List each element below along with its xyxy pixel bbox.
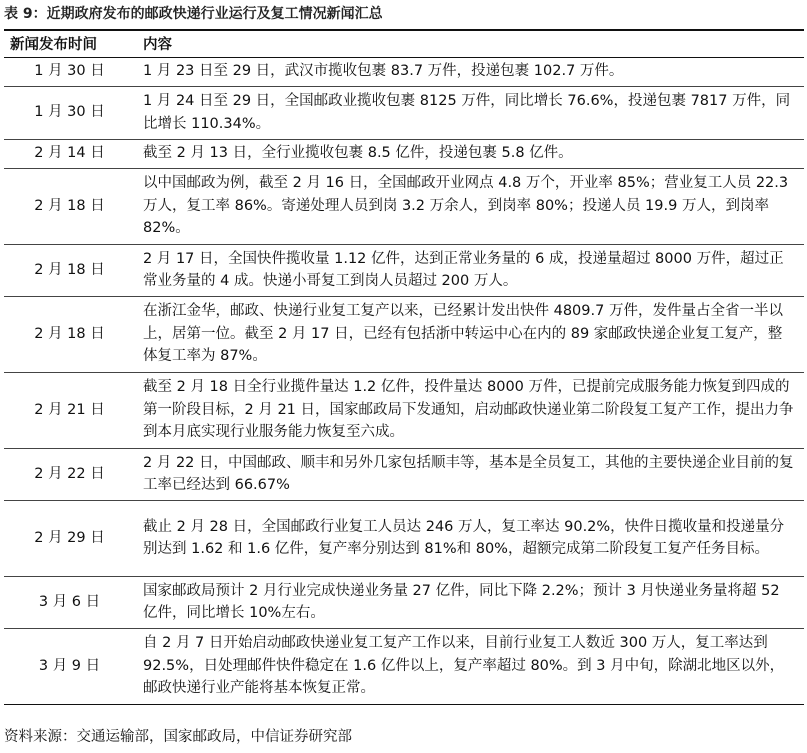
source-note: 资料来源：交通运输部，国家邮政局，中信证券研究部 bbox=[4, 729, 352, 745]
table-row bbox=[4, 628, 804, 704]
row-content: 截至 2 月 18 日全行业揽件量达 1.2 亿件，投件量达 8000 万件，已提前完成服务能力恢复到四成的第一阶段目标，2 月 21 日，国家邮政局下发通知，启动邮政快递业第二阶段复工复产工作，提出力争到本月底实现行业服务能力恢复至六成。 bbox=[135, 372, 804, 448]
row-content: 截至 2 月 13 日，全行业揽收包裹 8.5 亿件，投递包裹 5.8 亿件。 bbox=[135, 139, 804, 168]
table-header-row bbox=[4, 30, 804, 57]
row-content: 1 月 24 日至 29 日，全国邮政业揽收包裹 8125 万件，同比增长 76.6%，投递包裹 7817 万件，同比增长 110.34%。 bbox=[135, 86, 804, 139]
table-caption: 表 9：近期政府发布的邮政快递行业运行及复工情况新闻汇总 bbox=[4, 6, 383, 22]
row-date: 3 月 9 日 bbox=[4, 628, 135, 704]
table-row bbox=[4, 86, 804, 139]
header-content: 内容 bbox=[135, 30, 804, 57]
row-date: 2 月 14 日 bbox=[4, 139, 135, 168]
row-date: 3 月 6 日 bbox=[4, 576, 135, 628]
table-row bbox=[4, 244, 804, 296]
header-date: 新闻发布时间 bbox=[4, 30, 135, 57]
row-date: 2 月 18 日 bbox=[4, 244, 135, 296]
row-content: 在浙江金华，邮政、快递行业复工复产以来，已经累计发出快件 4809.7 万件，发件量占全省一半以上，居第一位。截至 2 月 17 日，已经有包括浙中转运中心在内的 89 家邮政快递企业复工复产，整体复工率为 87%。 bbox=[135, 296, 804, 372]
table-row bbox=[4, 168, 804, 244]
table-row bbox=[4, 139, 804, 168]
row-date: 2 月 21 日 bbox=[4, 372, 135, 448]
row-content: 截止 2 月 28 日，全国邮政行业复工人员达 246 万人，复工率达 90.2%，快件日揽收量和投递量分别达到 1.62 和 1.6 亿件，复产率分别达到 81%和 80%，超额完成第二阶段复工复产任务目标。 bbox=[135, 500, 804, 576]
table-row bbox=[4, 296, 804, 372]
row-content: 国家邮政局预计 2 月行业完成快递业务量 27 亿件，同比下降 2.2%；预计 3 月快递业务量将超 52 亿件，同比增长 10%左右。 bbox=[135, 576, 804, 628]
row-content: 以中国邮政为例，截至 2 月 16 日，全国邮政开业网点 4.8 万个，开业率 85%；营业复工人员 22.3 万人，复工率 86%。寄递处理人员到岗 3.2 万余人，到岗率 80%；投递人员 19.9 万人，到岗率 82%。 bbox=[135, 168, 804, 244]
table-row bbox=[4, 57, 804, 86]
table-row bbox=[4, 372, 804, 448]
row-date: 2 月 18 日 bbox=[4, 296, 135, 372]
table-row bbox=[4, 576, 804, 628]
row-content: 2 月 22 日，中国邮政、顺丰和另外几家包括顺丰等，基本是全员复工，其他的主要快递企业目前的复工率已经达到 66.67% bbox=[135, 448, 804, 500]
news-table bbox=[4, 29, 804, 705]
row-content: 自 2 月 7 日开始启动邮政快递业复工复产工作以来，目前行业复工人数近 300 万人，复工率达到 92.5%，日处理邮件快件稳定在 1.6 亿件以上，复产率超过 80%。到 3 月中旬，除湖北地区以外，邮政快递行业产能将基本恢复正常。 bbox=[135, 628, 804, 704]
row-content: 1 月 23 日至 29 日，武汉市揽收包裹 83.7 万件，投递包裹 102.7 万件。 bbox=[143, 63, 624, 80]
row-date: 1 月 30 日 bbox=[34, 63, 105, 80]
row-date: 2 月 22 日 bbox=[4, 448, 135, 500]
row-content: 2 月 17 日，全国快件揽收量 1.12 亿件，达到正常业务量的 6 成，投递量超过 8000 万件，超过正常业务量的 4 成。快递小哥复工到岗人员超过 200 万人。 bbox=[135, 244, 804, 296]
row-date: 2 月 29 日 bbox=[4, 500, 135, 576]
row-date: 1 月 30 日 bbox=[4, 86, 135, 139]
row-date: 2 月 18 日 bbox=[4, 168, 135, 244]
table-row bbox=[4, 500, 804, 576]
table-row bbox=[4, 448, 804, 500]
